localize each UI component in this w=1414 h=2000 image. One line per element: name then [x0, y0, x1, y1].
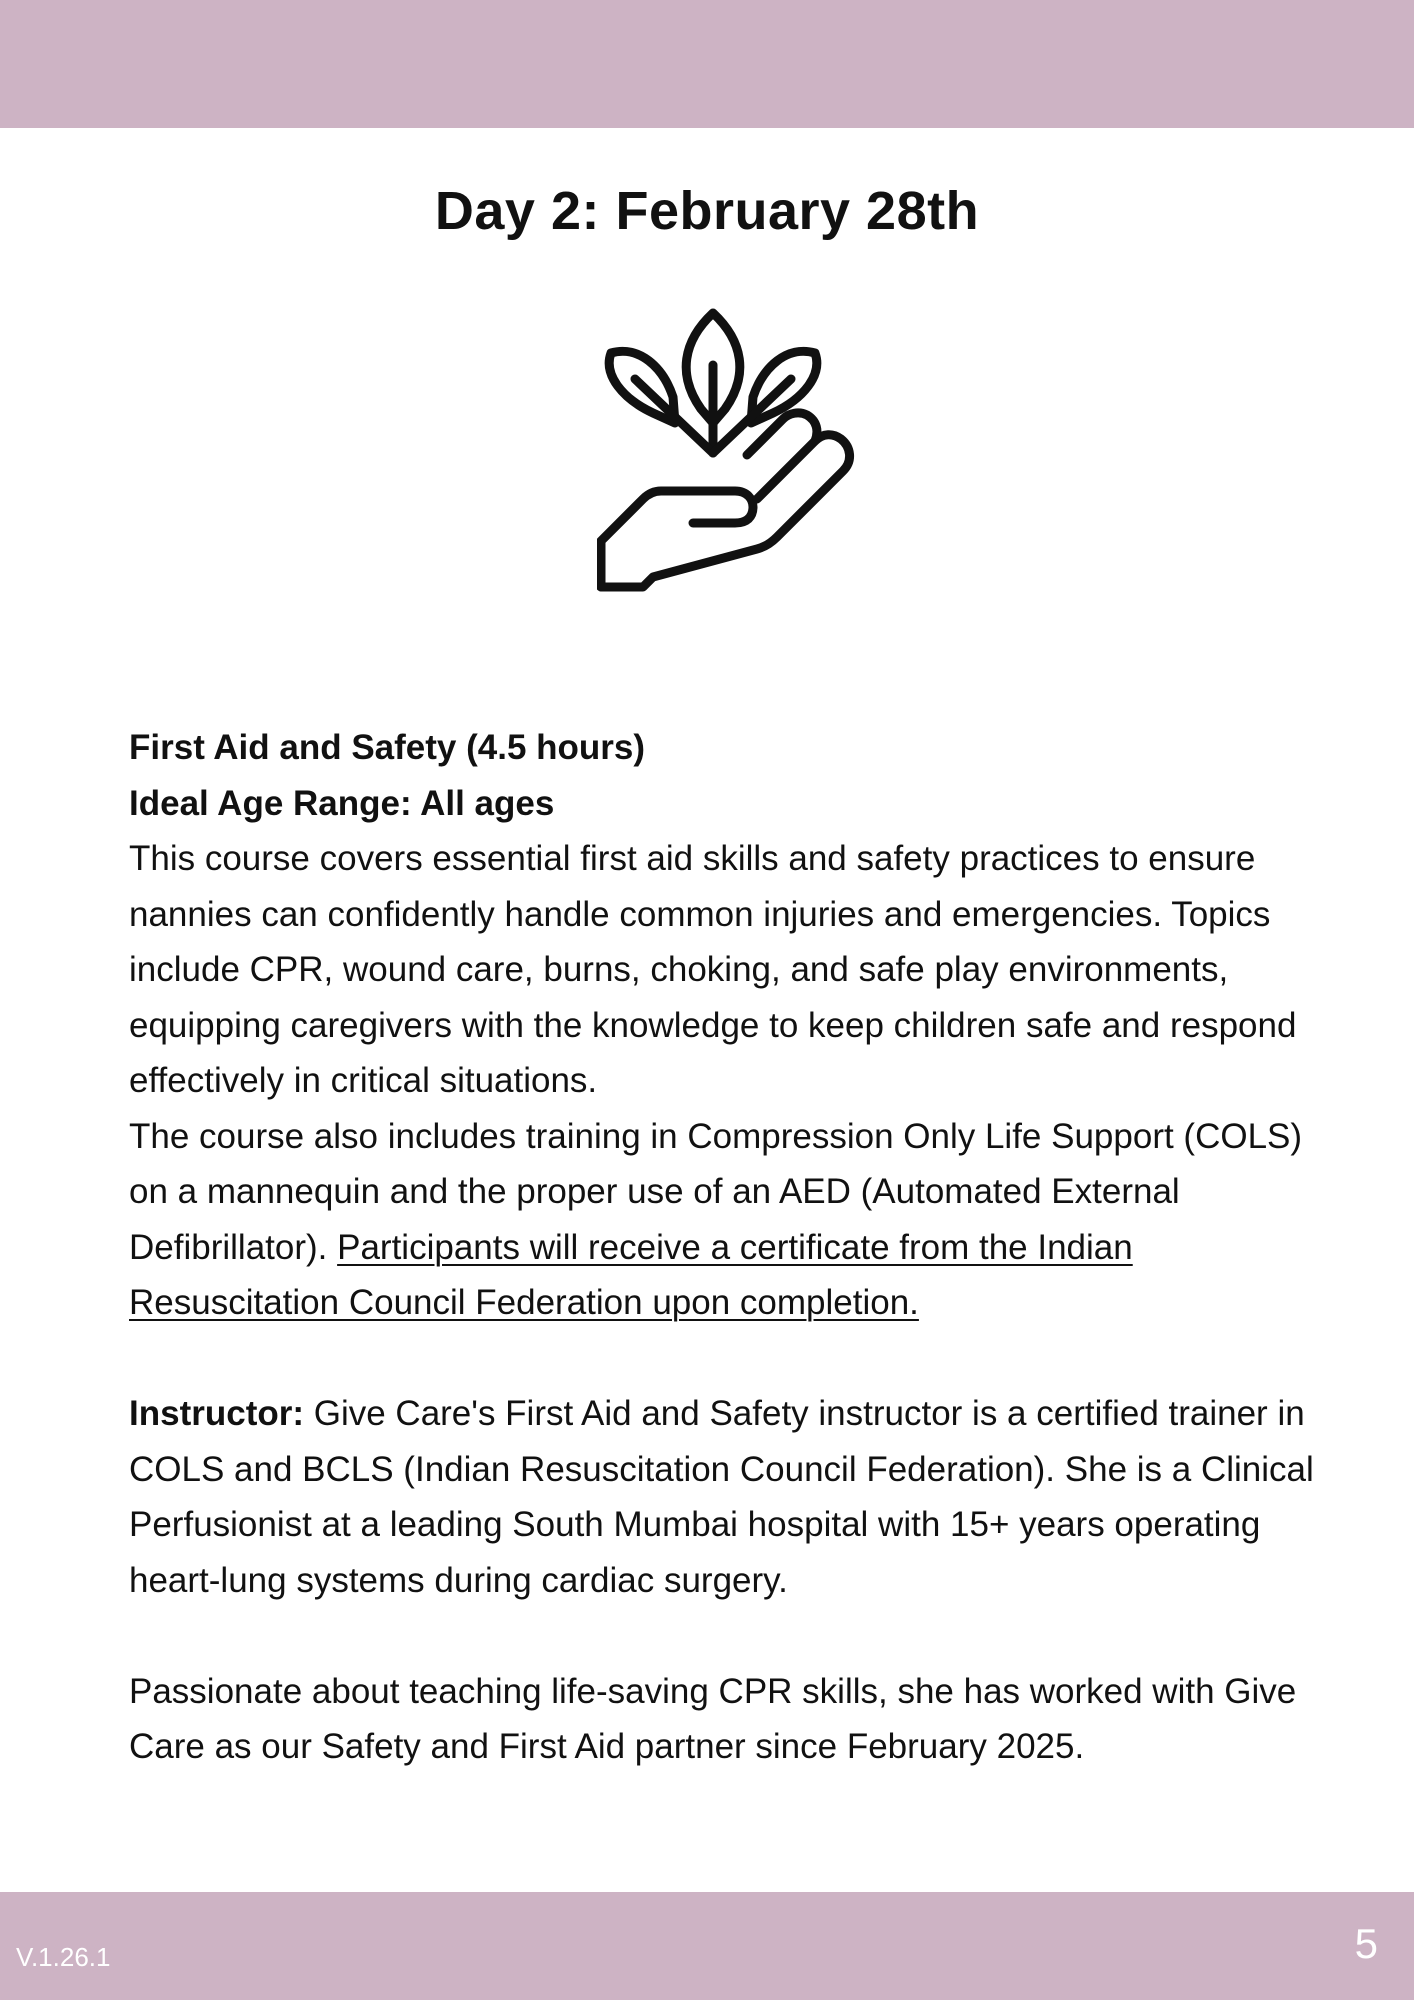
age-range: Ideal Age Range: All ages: [129, 783, 555, 823]
page-number: 5: [1354, 1920, 1378, 1967]
instructor-label: Instructor:: [129, 1394, 304, 1433]
version-label: V.1.26.1: [16, 1942, 111, 1972]
instructor-bio: [129, 1386, 1339, 1608]
page-title: Day 2: February 28th: [434, 181, 980, 241]
course-details-text: The course also includes training in Compression Only Life Support (COLS) on a mannequin and the proper use of an AED (Automated External Defibrillator).: [129, 1116, 1303, 1267]
paragraph-spacer: [129, 1608, 1339, 1664]
header-band: [0, 0, 1414, 128]
course-title: First Aid and Safety (4.5 hours): [129, 728, 646, 767]
plant-in-hand-icon: [597, 305, 859, 595]
partner-note: Passionate about teaching life-saving CPR skills, she has worked with Give Care as our Safety and First Aid partner since February 2025.: [129, 1671, 1297, 1766]
course-details: [129, 1109, 1339, 1331]
certificate-note: Participants will receive a certificate from the Indian Resuscitation Council Federation upon completion.: [129, 1227, 1133, 1322]
paragraph-spacer: [129, 1331, 1339, 1387]
footer-band: [0, 1892, 1414, 2000]
course-description: This course covers essential first aid skills and safety practices to ensure nannies can confidently handle common injuries and emergencies. Topics include CPR, wound care, burns, choking, and safe play environments, equipping caregivers with the knowledge to keep children safe and respond effectively in critical situations.: [129, 839, 1297, 1100]
course-content: [129, 720, 1339, 1775]
instructor-bio-text: Give Care's First Aid and Safety instructor is a certified trainer in COLS and BCLS (Indian Resuscitation Council Federation). She is a Clinical Perfusionist at a leading South Mumbai hospital with 15+ years operating heart-lung systems during cardiac surgery.: [129, 1394, 1314, 1600]
